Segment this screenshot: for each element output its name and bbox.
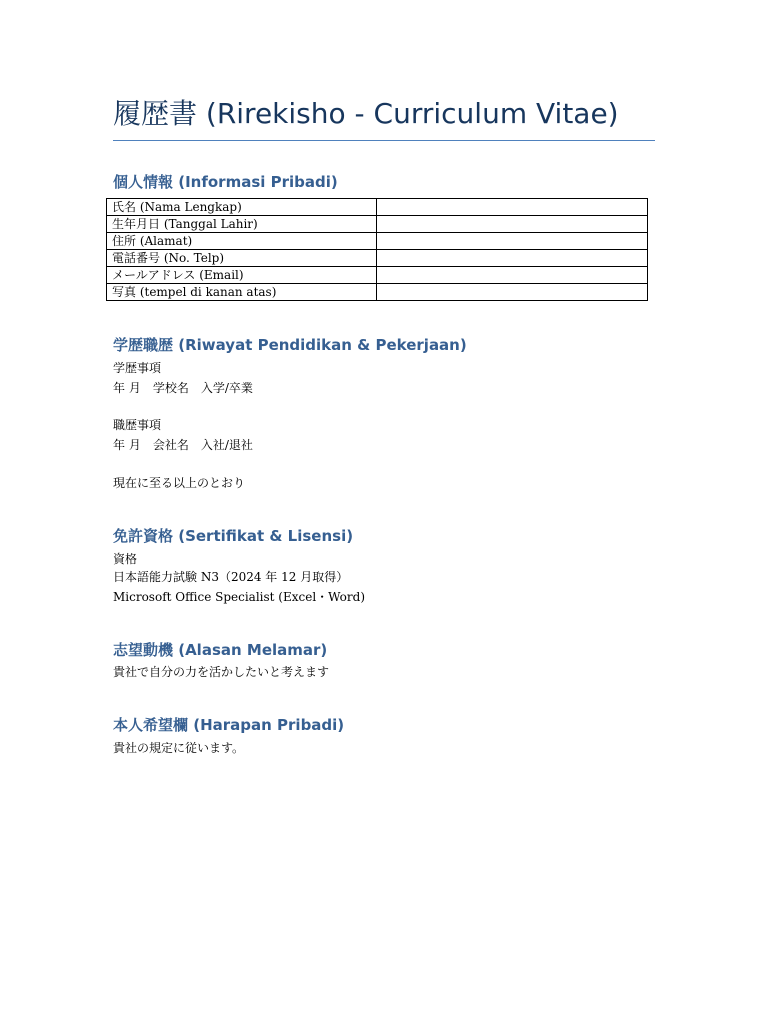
education-entry: 年 月 学校名 入学/卒業 bbox=[113, 381, 253, 395]
certificates-label: 資格 bbox=[113, 552, 138, 566]
address-value[interactable] bbox=[377, 233, 648, 250]
table-row bbox=[107, 250, 648, 267]
wishes-text: 貴社の規定に従います。 bbox=[113, 741, 245, 755]
table-row bbox=[107, 233, 648, 250]
address-label: 住所 (Alamat) bbox=[107, 233, 377, 250]
certificates-heading: 免許資格 (Sertifikat & Lisensi) bbox=[113, 527, 354, 545]
history-heading: 学歴職歴 (Riwayat Pendidikan & Pekerjaan) bbox=[113, 336, 467, 354]
education-label: 学歴事項 bbox=[113, 361, 162, 375]
personal-info-table bbox=[106, 198, 648, 301]
photo-label: 写真 (tempel di kanan atas) bbox=[107, 284, 377, 301]
birthdate-value[interactable] bbox=[377, 216, 648, 233]
history-note: 現在に至る以上のとおり bbox=[113, 476, 246, 490]
motivation-heading: 志望動機 (Alasan Melamar) bbox=[113, 641, 328, 659]
wishes-heading: 本人希望欄 (Harapan Pribadi) bbox=[113, 716, 345, 734]
name-label: 氏名 (Nama Lengkap) bbox=[107, 199, 377, 216]
table-row bbox=[107, 216, 648, 233]
name-value[interactable] bbox=[377, 199, 648, 216]
table-row bbox=[107, 267, 648, 284]
phone-label: 電話番号 (No. Telp) bbox=[107, 250, 377, 267]
birthdate-label: 生年月日 (Tanggal Lahir) bbox=[107, 216, 377, 233]
phone-value[interactable] bbox=[377, 250, 648, 267]
motivation-text: 貴社で自分の力を活かしたいと考えます bbox=[113, 665, 330, 679]
personal-info-heading: 個人情報 (Informasi Pribadi) bbox=[113, 173, 338, 191]
work-label: 職歴事項 bbox=[113, 418, 162, 432]
email-value[interactable] bbox=[377, 267, 648, 284]
table-row bbox=[107, 284, 648, 301]
certificate-item: Microsoft Office Specialist (Excel・Word) bbox=[113, 590, 366, 604]
photo-value[interactable] bbox=[377, 284, 648, 301]
email-label: メールアドレス (Email) bbox=[107, 267, 377, 284]
work-entry: 年 月 会社名 入社/退社 bbox=[113, 438, 253, 452]
table-row bbox=[107, 199, 648, 216]
document-title: 履歴書 (Rirekisho - Curriculum Vitae) bbox=[113, 94, 655, 141]
certificate-item: 日本語能力試験 N3（2024 年 12 月取得） bbox=[113, 570, 349, 584]
